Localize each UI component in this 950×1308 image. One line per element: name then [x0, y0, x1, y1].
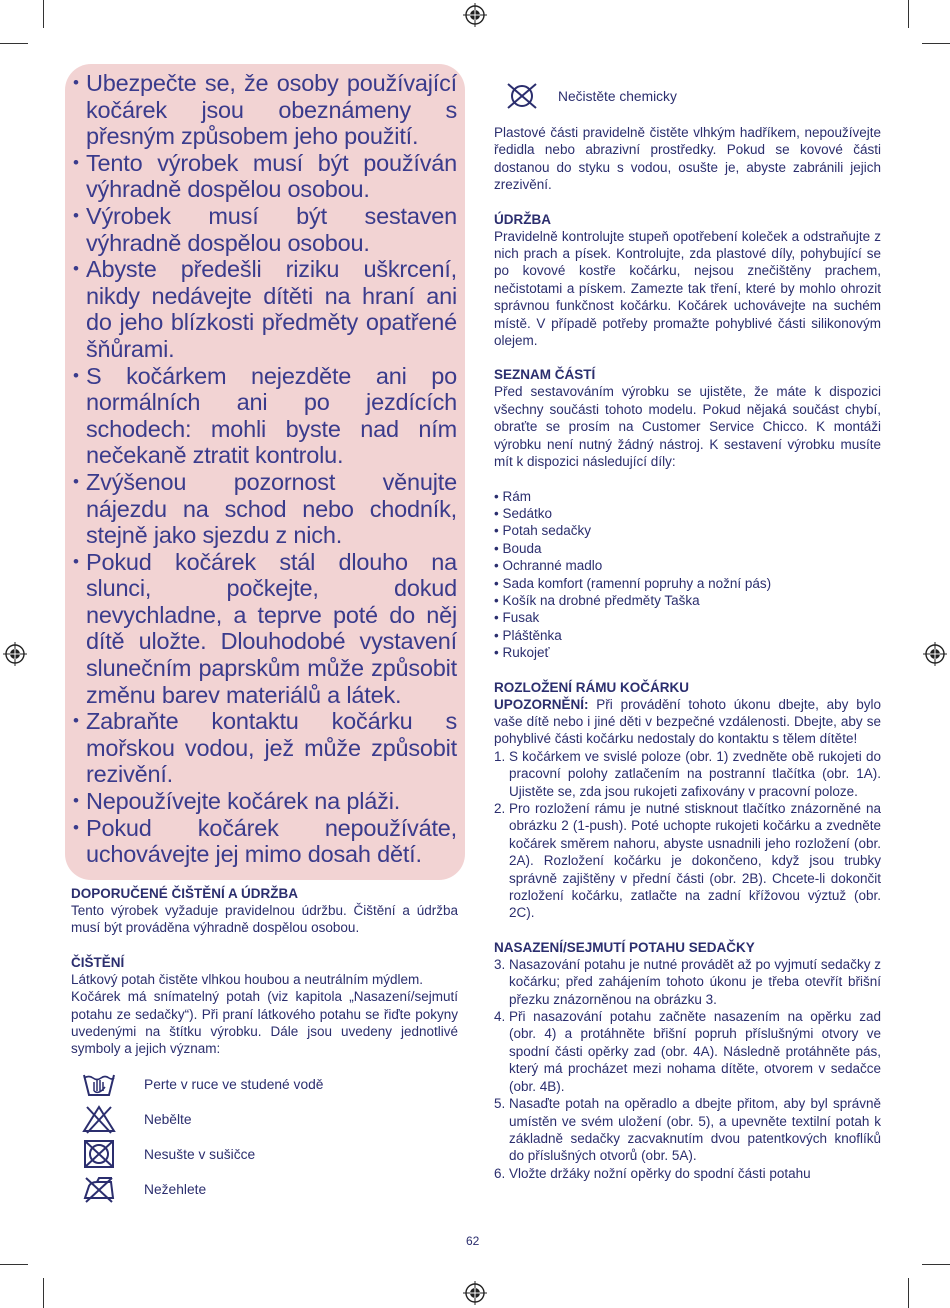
step-item: [494, 1095, 881, 1165]
crop-mark: [43, 1278, 44, 1308]
step-text: Při nasazování potahu začněte nasazením na opěrku zad (obr. 4) a protáhněte břišní popruh příslušnými otvory ve spodní části opěrky zad (obr. 4A). Následně protáhněte pás, který má procházet mezi nohama dítěte, otvorem v sedačce (obr. 4B).: [509, 1009, 881, 1094]
crop-mark: [908, 1278, 909, 1308]
step-text: S kočárkem ve svislé poloze (obr. 1) zvedněte obě rukojeti do pracovní polohy zatlačením na postranní tlačítka (obr. 1A). Ujistěte se, zda jsou rukojeti zafixovány v pracovní poloze.: [509, 748, 881, 799]
crop-mark: [908, 0, 909, 28]
step-text: Pro rozložení rámu je nutné stisknout tlačítko znázorněné na obrázku 2 (1-push). Poté uchopte rukojeti kočárku a zvedněte kočárek směrem nahoru, abyste usnadnili jeho rozložení (obr. 2A). Rozložení kočárku je dokončeno, když jsou trubky správně zajištěny v přední části (obr. 2B). Chcete-li dokončit rozložení kočárku, zatlačte na zadní křížovou výztuž (obr. 2C).: [509, 801, 881, 921]
registration-mark-icon: [463, 3, 487, 27]
list-item: • Sada komfort (ramenní popruhy a nožní pás): [494, 575, 772, 591]
crop-mark: [0, 1264, 28, 1265]
warning-item: • Pokud kočárek nepoužíváte, uchovávejte jej mimo dosah dětí.: [73, 815, 457, 868]
list-item: • Košík na drobné předměty Taška: [494, 592, 700, 608]
step-number: 2.: [494, 801, 506, 816]
list-item: • Fusak: [494, 610, 540, 626]
upozorneni-label: UPOZORNĚNÍ:: [494, 696, 589, 712]
care-symbol-label: Perte v ruce ve studené vodě: [144, 1076, 324, 1092]
no-tumble-dry-icon: [81, 1139, 117, 1169]
list-item: • Rám: [494, 488, 531, 504]
step-item: [494, 800, 881, 922]
warning-item: • Pokud kočárek stál dlouho na slunci, počkejte, dokud nevychladne, a teprve poté do něj dítě uložte. Dlouhodobé vystavení slunečním paprskům může způsobit změnu barev materiálů a látek.: [73, 549, 457, 709]
no-iron-icon: [81, 1174, 117, 1204]
warning-item: • Zvýšenou pozornost věnujte nájezdu na schod nebo chodník, stejně jako sjezdu z nich.: [73, 469, 457, 549]
care-symbol-row: [494, 80, 881, 112]
care-symbol-row: [71, 1172, 458, 1207]
step-item: [494, 1165, 881, 1182]
list-item: • Potah sedačky: [494, 523, 592, 539]
rozlozeni-steps: [494, 748, 881, 922]
no-dry-clean-icon: [504, 81, 540, 111]
step-number: 6.: [494, 1165, 506, 1181]
step-item: [494, 1008, 881, 1095]
step-number: 3.: [494, 956, 506, 972]
care-symbol-row: [71, 1067, 458, 1102]
step-number: 5.: [494, 1096, 506, 1112]
warning-item: • Výrobek musí být sestaven výhradně dospělou osobou.: [73, 203, 457, 256]
crop-mark: [922, 43, 950, 44]
care-symbol-label: Nesušte v sušičce: [144, 1146, 256, 1162]
care-symbol-row: [71, 1102, 458, 1137]
step-number: 4.: [494, 1009, 506, 1025]
warning-item: • Abyste předešli riziku uškrcení, nikdy nedávejte dítěti na hraní ani do jeho blízkosti předměty opatřené šňůrami.: [73, 256, 457, 362]
warning-item: • S kočárkem nejezděte ani po normálních ani po jezdících schodech: mohli byste nad ním nečekaně ztratit kontrolu.: [73, 363, 457, 469]
warning-item: • Tento výrobek musí být používán výhradně dospělou osobou.: [73, 150, 457, 203]
list-item: • Ochranné madlo: [494, 558, 603, 574]
care-symbol-label: Nebělte: [144, 1111, 192, 1127]
parts-list: [494, 488, 881, 662]
udrzba-heading: ÚDRŽBA: [494, 211, 551, 227]
step-number: 1.: [494, 748, 506, 764]
care-symbol-label: Nežehlete: [144, 1181, 207, 1197]
crop-mark: [0, 43, 28, 44]
cleaning-intro: Tento výrobek vyžaduje pravidelnou údržbu. Čištění a údržba musí být prováděna výhradně dospělou osobou.: [71, 903, 458, 936]
hand-wash-icon: [81, 1069, 117, 1099]
step-item: [494, 748, 881, 800]
list-item: • Sedátko: [494, 505, 553, 521]
plastic-cleaning-text: Plastové části pravidelně čistěte vlhkým hadříkem, nepoužívejte ředidla nebo abrazivní prostředky. Pokud se kovové části dostanou do styku s vodou, osušte je, abyste zabránili jejich zrezivění.: [494, 125, 881, 193]
registration-mark-icon: [3, 642, 27, 666]
step-text: Nasaďte potah na opěradlo a dbejte přitom, aby byl správně umístěn ve svém uložení (obr. 5), a upevněte textilní potah k základně sedačky zacvaknutím dvou patentkových knoflíků do příslušných otvorů (obr. 5A).: [509, 1096, 881, 1164]
right-column: [494, 80, 881, 1182]
seznam-text: Před sestavováním výrobku se ujistěte, že máte k dispozici všechny součásti tohoto modelu. Pokud nějaká součást chybí, obraťte se prosím na Customer Service Chicco. K montáži výrobku není nutný žádný nástroj. K sestavení výrobku musíte mít k dispozici následující díly:: [494, 384, 881, 470]
crop-mark: [922, 1264, 950, 1265]
warnings-box: [65, 64, 465, 880]
udrzba-text: Pravidelně kontrolujte stupeň opotřebení koleček a odstraňujte z nich prach a písek. Kontrolujte, zda plastové díly, pohybující se po kovové kostře kočárku, nejsou znečištěny prachem, nečistotami a pískem. Zamezte tak tření, které by mohlo ohrozit správnou funkčnost kočárku. Kočárek uchovávejte na suchém místě. V případě potřeby promažte pohyblivé části silikonovým olejem.: [494, 228, 881, 349]
page-number: 62: [466, 1234, 480, 1248]
list-item: • Pláštěnka: [494, 627, 562, 643]
potah-heading: NASAZENÍ/SEJMUTÍ POTAHU SEDAČKY: [494, 939, 755, 955]
step-item: [494, 956, 881, 1008]
step-text: Vložte držáky nožní opěrky do spodní části potahu: [509, 1165, 811, 1181]
warning-item: • Ubezpečte se, že osoby používající kočárek jsou obeznámeny s přesným způsobem jeho použití.: [73, 70, 457, 150]
seznam-heading: SEZNAM ČÁSTÍ: [494, 367, 596, 383]
warning-item: • Zabraňte kontaktu kočárku s mořskou vodou, jež může způsobit rezivění.: [73, 708, 457, 788]
rozlozeni-heading: ROZLOŽENÍ RÁMU KOČÁRKU: [494, 679, 689, 695]
cleaning-heading: DOPORUČENÉ ČIŠTĚNÍ A ÚDRŽBA: [71, 886, 299, 901]
cleaning-section: [71, 885, 458, 1207]
warnings-list: [73, 70, 457, 868]
list-item: • Rukojeť: [494, 645, 550, 661]
registration-mark-icon: [923, 642, 947, 666]
cisteni-paragraph: Kočárek má snímatelný potah (viz kapitola „Nasazení/sejmutí potahu ze sedačky“). Při praní látkového potahu se řiďte pokyny uvedenými na štítku výrobku. Dále jsou uvedeny jednotlivé symboly a jejich význam:: [71, 989, 458, 1057]
potah-steps: [494, 956, 881, 1182]
care-symbol-row: [71, 1137, 458, 1172]
cisteni-paragraph: Látkový potah čistěte vlhkou houbou a neutrálním mýdlem.: [71, 971, 423, 987]
cisteni-heading: ČIŠTĚNÍ: [71, 954, 125, 970]
warning-item: • Nepoužívejte kočárek na pláži.: [73, 788, 457, 815]
no-bleach-icon: [81, 1104, 117, 1134]
upozorneni-text: Při provádění tohoto úkonu dbejte, aby bylo vaše dítě nebo i jiné děti v bezpečné vzdálenosti. Dbejte, aby se pohyblivé části kočárku nedostaly do kontaktu s tělem dítěte!: [494, 696, 881, 747]
upozorneni-paragraph: [494, 696, 881, 748]
step-text: Nasazování potahu je nutné provádět až po vyjmutí sedačky z kočárku; před zahájením tohoto úkonu je třeba otevřít břišní přezku znázorněnou na obrázku 3.: [509, 956, 881, 1007]
crop-mark: [43, 0, 44, 28]
registration-mark-icon: [463, 1281, 487, 1305]
list-item: • Bouda: [494, 540, 542, 556]
care-symbol-label: Nečistěte chemicky: [558, 88, 677, 104]
